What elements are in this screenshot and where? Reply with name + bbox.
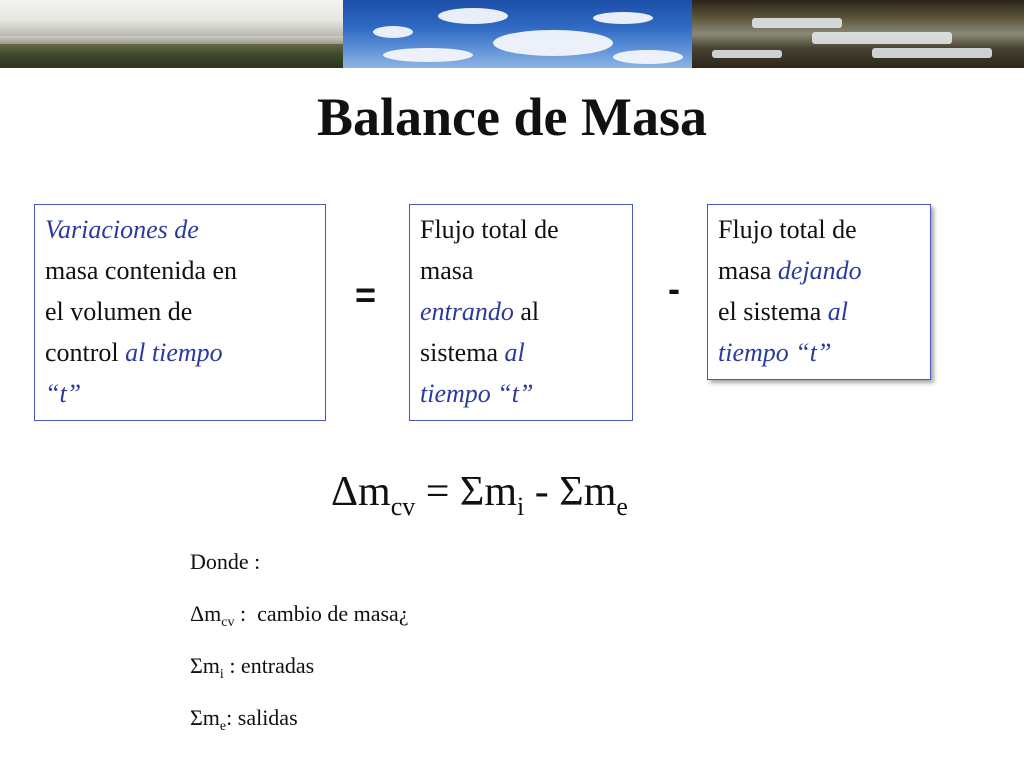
definitions-list [190, 544, 409, 752]
box2-line3-text: al [513, 297, 540, 326]
box1-line4-text: control [45, 338, 126, 367]
def3-text: : salidas [226, 705, 298, 730]
def2-symbol: Σm [190, 653, 220, 678]
def3-sub: e [219, 719, 227, 734]
def2-text: : entradas [223, 653, 315, 678]
slide-title: Balance de Masa [317, 87, 707, 147]
waterfall-image [692, 0, 1024, 68]
box2-line4-em: al [504, 338, 525, 367]
sky-clouds-image [343, 0, 692, 68]
definition-mass-change [190, 596, 409, 648]
def3-symbol: Σm [190, 705, 220, 730]
equals-operator: = [355, 274, 377, 315]
box-inflow [409, 204, 633, 421]
eq-equals: = [415, 469, 460, 515]
box2-line1: Flujo total de [420, 215, 559, 244]
def1-sub: cv [221, 615, 235, 630]
def2-sub: i [219, 667, 224, 682]
box-mass-variation [34, 204, 326, 421]
eq-lhs-sub: cv [390, 492, 416, 521]
box2-line5: tiempo “t” [420, 379, 534, 408]
box1-line1: Variaciones de [45, 215, 199, 244]
box-outflow [707, 204, 931, 380]
landscape-plain-image [0, 0, 343, 68]
def1-text: : cambio de masa¿ [234, 601, 409, 626]
def1-symbol: Δm [190, 601, 222, 626]
box2-line2: masa [420, 256, 474, 285]
box2-line3-em: entrando [420, 297, 514, 326]
eq-lhs: Δm [331, 469, 391, 515]
box1-line5: “t” [45, 379, 82, 408]
box3-line2-em: dejando [777, 256, 862, 285]
box3-line3-text: el sistema [718, 297, 828, 326]
box2-line4-text: sistema [420, 338, 505, 367]
box3-line4: tiempo “t” [718, 338, 832, 367]
definition-outflows [190, 700, 409, 752]
mass-balance-equation [331, 468, 628, 522]
box3-line2-text: masa [718, 256, 778, 285]
box3-line1: Flujo total de [718, 215, 857, 244]
header-photo-banner [0, 0, 1024, 68]
eq-term-outflow-sub: e [616, 492, 628, 521]
definition-inflows [190, 648, 409, 700]
box1-line3: el volumen de [45, 297, 193, 326]
box1-line4-em: al tiempo [125, 338, 223, 367]
eq-term-inflow-sub: i [517, 492, 525, 521]
minus-operator: - [668, 268, 680, 309]
definitions-heading: Donde : [190, 549, 261, 574]
eq-minus: - [524, 469, 560, 515]
eq-term-outflow: Σm [559, 469, 617, 515]
box3-line3-em: al [827, 297, 848, 326]
box1-line2: masa contenida en [45, 256, 238, 285]
eq-term-inflow: Σm [459, 469, 518, 515]
